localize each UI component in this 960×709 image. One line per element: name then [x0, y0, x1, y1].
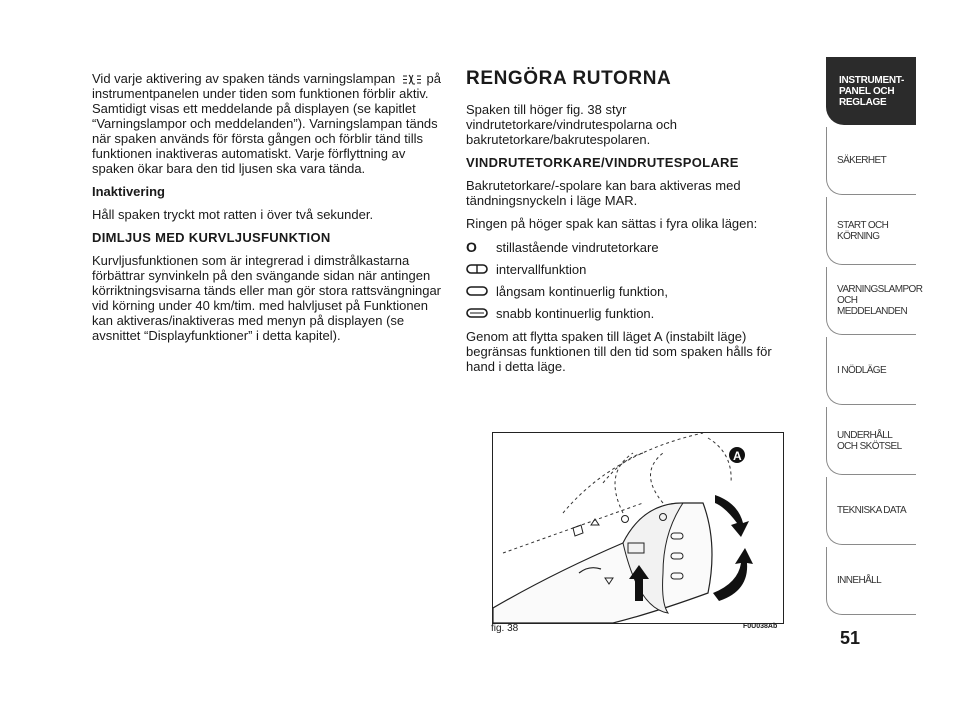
- tab-contents[interactable]: INNEHÅLL: [826, 547, 916, 615]
- svg-text:A: A: [733, 449, 742, 463]
- cornering-heading: DIMLJUS MED KURVLJUSFUNKTION: [92, 230, 331, 245]
- intermittent-wipe-icon: [466, 263, 488, 275]
- page-number: 51: [840, 628, 861, 648]
- windscreen-heading: VINDRUTETORKARE/VINDRUTESPOLARE: [466, 155, 739, 170]
- fast-wipe-icon: [466, 307, 488, 319]
- chapter-tabs: [826, 57, 923, 617]
- intro-text: Spaken till höger fig. 38 styr vindrutetorkare/vindrutespolarna och bakrutetorkare/bakrutespolaren.: [466, 102, 678, 147]
- tab-safety[interactable]: SÄKERHET: [826, 127, 916, 195]
- deactivation-heading: Inaktivering: [92, 184, 165, 199]
- mode-row-fast: snabb kontinuerlig funktion.: [466, 305, 798, 321]
- tab-warning-lights[interactable]: VARNINGSLAMPOR OCH MEDDELANDEN: [826, 267, 916, 335]
- mode-row-intermittent: intervallfunktion: [466, 261, 798, 277]
- stalk-figure: [492, 432, 784, 624]
- deactivation-text: Håll spaken tryckt mot ratten i över två sekunder.: [92, 207, 374, 222]
- fog-light-warning-icon: [401, 74, 423, 85]
- fog-light-paragraph: Vid varje aktivering av spaken tänds varningslampan på instrumentpanelen under tiden som funktionen förblir aktiv. Samtidigt visas ett meddelande på displayen (se kapitlet “Varningslampor och meddelanden”). Varningslampan tänds när spaken används för första gången och förblir tänd tills funktionen inaktiveras automatiskt. Varje förflyttning av spaken ökar bara den tid ljusen ska vara tända.: [92, 71, 441, 176]
- wiper-stalk-illustration: [493, 433, 783, 623]
- mar-text: Bakrutetorkare/-spolare kan bara aktiveras med tändningsnyckeln i läge MAR.: [466, 178, 741, 208]
- tab-instrument-panel[interactable]: INSTRUMENT- PANEL OCH REGLAGE: [826, 57, 916, 125]
- mode-row-off: O stillastående vindrutetorkare: [466, 238, 659, 255]
- figure-code: F0U038Ab: [743, 623, 778, 630]
- tab-maintenance[interactable]: UNDERHÅLL OCH SKÖTSEL: [826, 407, 916, 475]
- section-title: RENGÖRA RUTORNA: [466, 68, 672, 89]
- off-symbol: O: [466, 238, 477, 255]
- slow-wipe-icon: [466, 285, 488, 297]
- tab-technical-data[interactable]: TEKNISKA DATA: [826, 477, 916, 545]
- right-column: [466, 68, 798, 382]
- ring-text: Ringen på höger spak kan sättas i fyra olika lägen:: [466, 216, 758, 231]
- momentary-text: Genom att flytta spaken till läget A (instabilt läge) begränsas funktionen till den tid som spaken hålls för hand i detta läge.: [466, 329, 772, 374]
- left-column: [92, 71, 444, 351]
- tab-starting-driving[interactable]: START OCH KÖRNING: [826, 197, 916, 265]
- figure-caption: fig. 38: [491, 623, 519, 634]
- cornering-text: Kurvljusfunktionen som är integrerad i dimstrålkastarna förbättrar synvinkeln på den svängande sidan när antingen körriktningsvisarna tänds eller man gör stora rattsvängningar vid körning under 40 km/tim. med halvljuset på Funktionen kan aktiveras/inaktiveras med menyn på displayen (se avsnittet “Displayfunktioner” i detta kapitel).: [92, 253, 442, 343]
- mode-row-slow: långsam kontinuerlig funktion,: [466, 283, 798, 299]
- tab-emergency[interactable]: I NÖDLÄGE: [826, 337, 916, 405]
